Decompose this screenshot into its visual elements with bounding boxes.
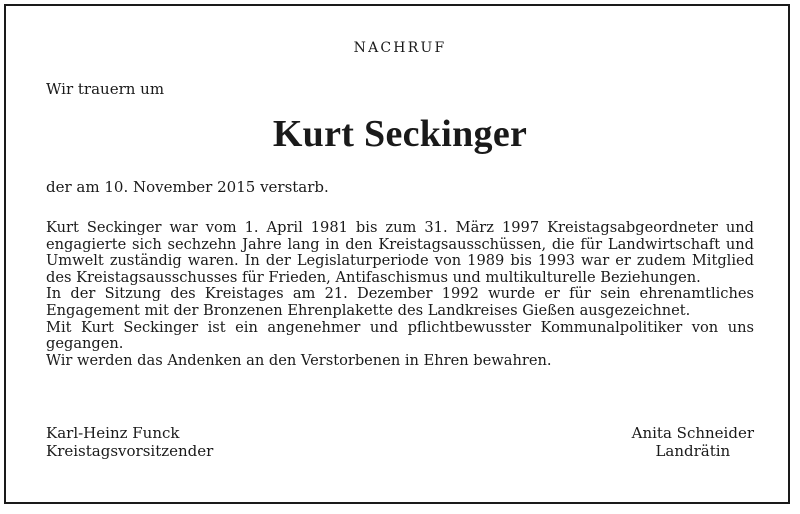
body-paragraph: Wir werden das Andenken an den Verstorbenen in Ehren bewahren. (46, 351, 552, 369)
body-paragraph: Mit Kurt Seckinger ist ein angenehmer und pflichtbewusster Kommunalpolitiker von uns gegangen. (46, 318, 754, 353)
signatory-role: Landrätin (655, 442, 731, 460)
signatory-role: Kreistagsvorsitzender (46, 442, 214, 460)
body-paragraph: In der Sitzung des Kreistages am 21. Dezember 1992 wurde er für sein ehrenamtliches Engagement mit der Bronzenen Ehrenplakette des Landkreises Gießen ausgezeichnet. (46, 285, 754, 319)
death-date-line: der am 10. November 2015 verstarb. (46, 178, 329, 196)
signatory-right (632, 424, 754, 460)
signatory-left (46, 424, 213, 460)
body-paragraph: Kurt Seckinger war vom 1. April 1981 bis zum 31. März 1997 Kreistagsabgeordneter und engagierte sich sechzehn Jahre lang in den Kreistagsausschüssen, die für Landwirtschaft und Umwelt zuständig waren. In der Legislaturperiode von 1989 bis 1993 war er zudem Mitglied des Kreistagsausschusses für Frieden, Antifaschismus und multikulturelle Beziehungen. (46, 219, 754, 286)
signatory-name: Karl-Heinz Funck (46, 424, 180, 442)
notice-heading: NACHRUF (353, 40, 447, 56)
notice-body (46, 220, 754, 369)
deceased-name: Kurt Seckinger (272, 113, 528, 155)
intro-line: Wir trauern um (46, 80, 165, 98)
signatory-name: Anita Schneider (631, 424, 754, 442)
